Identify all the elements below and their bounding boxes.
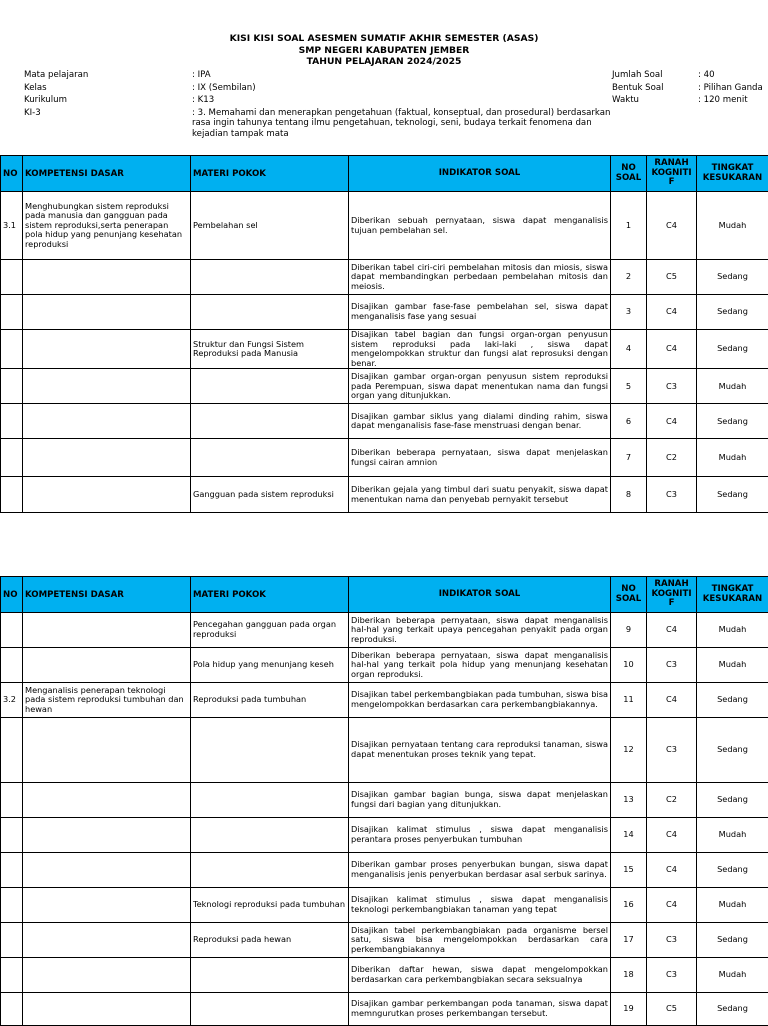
table-row [1, 613, 768, 648]
cell-tingkat: Sedang [697, 683, 768, 718]
cell-tingkat: Sedang [697, 923, 768, 958]
cell-materi: Reproduksi pada hewan [191, 923, 349, 958]
cell-ranah: C4 [647, 888, 697, 923]
cell-ranah: C5 [647, 260, 697, 295]
table-row [1, 718, 768, 783]
cell-no-soal: 17 [611, 923, 647, 958]
cell-kompetensi [23, 818, 191, 853]
cell-kompetensi [23, 330, 191, 369]
meta-label: Kelas [24, 83, 47, 93]
cell-tingkat: Mudah [697, 192, 768, 260]
cell-materi: Teknologi reproduksi pada tumbuhan [191, 888, 349, 923]
cell-ranah: C4 [647, 404, 697, 439]
cell-no [1, 718, 23, 783]
meta-label: Jumlah Soal [612, 70, 663, 80]
cell-materi: Reproduksi pada tumbuhan [191, 683, 349, 718]
cell-no: 3.2 [1, 683, 23, 718]
cell-materi [191, 718, 349, 783]
cell-materi: Pembelahan sel [191, 192, 349, 260]
cell-tingkat: Sedang [697, 783, 768, 818]
table-row [1, 477, 768, 513]
cell-tingkat: Sedang [697, 477, 768, 513]
cell-tingkat: Mudah [697, 648, 768, 683]
meta-value: : 120 menit [698, 95, 748, 105]
meta-value: : 40 [698, 70, 715, 80]
cell-indikator: Disajikan tabel perkembangbiakan pada tumbuhan, siswa bisa mengelompokkan berdasarkan cara perkembangbiakannya. [349, 683, 611, 718]
cell-indikator: Diberikan beberapa pernyataan, siswa dapat menganalisis hal-hal yang terkait pola hidup yang menunjang kesehatan organ reproduksi. [349, 648, 611, 683]
cell-indikator: Disajikan tabel bagian dan fungsi organ-organ penyusun sistem reproduksi pada laki-laki , siswa dapat mengelompokkan struktur dan fungsi alat reprosuksi dengan benar. [349, 330, 611, 369]
meta-value: : IPA [192, 70, 211, 80]
cell-indikator: Disajikan gambar perkembangan poda tanaman, siswa dapat memngurutkan proses perkembangan tersebut. [349, 993, 611, 1026]
cell-ranah: C4 [647, 853, 697, 888]
meta-label: Bentuk Soal [612, 83, 664, 93]
cell-no-soal: 7 [611, 439, 647, 477]
cell-no [1, 853, 23, 888]
cell-no: 3.1 [1, 192, 23, 260]
cell-no [1, 260, 23, 295]
cell-indikator: Diberikan gejala yang timbul dari suatu penyakit, siswa dapat menentukan nama dan penyebab pernyakit tersebut [349, 477, 611, 513]
table-row [1, 330, 768, 369]
cell-materi [191, 369, 349, 404]
cell-no-soal: 1 [611, 192, 647, 260]
cell-kompetensi [23, 923, 191, 958]
column-header-tingkat: TINGKAT KESUKARAN [697, 156, 768, 192]
cell-indikator: Disajikan pernyataan tentang cara reproduksi tanaman, siswa dapat menentukan proses teknik yang tepat. [349, 718, 611, 783]
cell-indikator: Diberikan daftar hewan, siswa dapat mengelompokkan berdasarkan cara perkembangbiakan secara seksualnya [349, 958, 611, 993]
cell-no [1, 369, 23, 404]
cell-tingkat: Mudah [697, 818, 768, 853]
cell-kompetensi [23, 993, 191, 1026]
academic-year: TAHUN PELAJARAN 2024/2025 [0, 56, 768, 68]
cell-tingkat: Mudah [697, 613, 768, 648]
cell-indikator: Disajikan gambar bagian bunga, siswa dapat menjelaskan fungsi dari bagian yang ditunjukkan. [349, 783, 611, 818]
cell-indikator: Disajikan gambar siklus yang dialami dinding rahim, siswa dapat menganalisis fase-fase menstruasi dengan benar. [349, 404, 611, 439]
column-header-materi: MATERI POKOK [191, 577, 349, 613]
kisi-table-2 [0, 576, 768, 1026]
cell-ranah: C3 [647, 718, 697, 783]
meta-label: KI-3 [24, 108, 41, 118]
table-header-row [1, 156, 768, 192]
cell-materi: Pola hidup yang menunjang keseh [191, 648, 349, 683]
meta-label: Kurikulum [24, 95, 67, 105]
column-header-no-soal: NO SOAL [611, 156, 647, 192]
cell-no-soal: 2 [611, 260, 647, 295]
cell-kompetensi [23, 477, 191, 513]
cell-kompetensi [23, 888, 191, 923]
cell-no [1, 958, 23, 993]
table-row [1, 439, 768, 477]
cell-ranah: C4 [647, 683, 697, 718]
cell-no-soal: 5 [611, 369, 647, 404]
cell-kompetensi [23, 718, 191, 783]
cell-no [1, 783, 23, 818]
cell-tingkat: Sedang [697, 718, 768, 783]
cell-tingkat: Sedang [697, 853, 768, 888]
table-row [1, 683, 768, 718]
cell-no-soal: 13 [611, 783, 647, 818]
cell-indikator: Diberikan tabel ciri-ciri pembelahan mitosis dan miosis, siswa dapat membandingkan perbedaan pembelahan mitosis dan meiosis. [349, 260, 611, 295]
cell-tingkat: Mudah [697, 958, 768, 993]
cell-kompetensi [23, 260, 191, 295]
cell-materi [191, 260, 349, 295]
column-header-no: NO [1, 577, 23, 613]
cell-no-soal: 15 [611, 853, 647, 888]
column-header-indikator: INDIKATOR SOAL [349, 156, 611, 192]
cell-kompetensi [23, 853, 191, 888]
column-header-tingkat: TINGKAT KESUKARAN [697, 577, 768, 613]
cell-ranah: C4 [647, 818, 697, 853]
cell-materi [191, 783, 349, 818]
cell-tingkat: Sedang [697, 260, 768, 295]
cell-no-soal: 4 [611, 330, 647, 369]
table-row [1, 295, 768, 330]
cell-materi [191, 993, 349, 1026]
cell-ranah: C4 [647, 295, 697, 330]
cell-indikator: Diberikan beberapa pernyataan, siswa dapat menganalisis hal-hal yang terkait upaya pencegahan penyakit pada organ reproduksi. [349, 613, 611, 648]
cell-kompetensi: Menganalisis penerapan teknologi pada sistem reproduksi tumbuhan dan hewan [23, 683, 191, 718]
cell-no [1, 295, 23, 330]
cell-materi [191, 818, 349, 853]
cell-kompetensi [23, 613, 191, 648]
cell-no-soal: 9 [611, 613, 647, 648]
cell-indikator: Disajikan kalimat stimulus , siswa dapat menganalisis perantara proses penyerbukan tumbuhan [349, 818, 611, 853]
meta-value: : K13 [192, 95, 214, 105]
table-header-row [1, 577, 768, 613]
document-title-block [0, 33, 768, 68]
cell-no-soal: 6 [611, 404, 647, 439]
cell-ranah: C2 [647, 783, 697, 818]
cell-materi [191, 853, 349, 888]
table-row [1, 404, 768, 439]
cell-ranah: C3 [647, 648, 697, 683]
cell-kompetensi [23, 404, 191, 439]
cell-materi: Pencegahan gangguan pada organ reproduksi [191, 613, 349, 648]
table-row [1, 783, 768, 818]
cell-materi: Gangguan pada sistem reproduksi [191, 477, 349, 513]
cell-indikator: Diberikan sebuah pernyataan, siswa dapat menganalisis tujuan pembelahan sel. [349, 192, 611, 260]
table-row [1, 853, 768, 888]
cell-no-soal: 19 [611, 993, 647, 1026]
cell-no-soal: 14 [611, 818, 647, 853]
cell-no [1, 818, 23, 853]
column-header-kompetensi: KOMPETENSI DASAR [23, 156, 191, 192]
cell-no-soal: 11 [611, 683, 647, 718]
cell-indikator: Disajikan gambar fase-fase pembelahan sel, siswa dapat menganalisis fase yang sesuai [349, 295, 611, 330]
cell-no [1, 923, 23, 958]
cell-ranah: C4 [647, 613, 697, 648]
cell-materi [191, 958, 349, 993]
meta-value: : 3. Memahami dan menerapkan pengetahuan (faktual, konseptual, dan prosedural) berdasarkan rasa ingin tahunya tentang ilmu pengetahuan, teknologi, seni, budaya terkait fenomena dan kejadian tampak mata [192, 108, 612, 140]
column-header-indikator: INDIKATOR SOAL [349, 577, 611, 613]
table-row [1, 648, 768, 683]
cell-materi [191, 295, 349, 330]
cell-tingkat: Sedang [697, 404, 768, 439]
cell-tingkat: Sedang [697, 993, 768, 1026]
cell-tingkat: Sedang [697, 330, 768, 369]
column-header-no-soal: NO SOAL [611, 577, 647, 613]
cell-no [1, 648, 23, 683]
cell-kompetensi [23, 783, 191, 818]
cell-ranah: C4 [647, 330, 697, 369]
cell-indikator: Diberikan beberapa pernyataan, siswa dapat menjelaskan fungsi cairan amnion [349, 439, 611, 477]
meta-value: : IX (Sembilan) [192, 83, 256, 93]
cell-kompetensi [23, 369, 191, 404]
cell-no [1, 477, 23, 513]
table-row [1, 260, 768, 295]
column-header-ranah: RANAH KOGNITI F [647, 156, 697, 192]
cell-indikator: Diberikan gambar proses penyerbukan bungan, siswa dapat menganalisis jenis penyerbukan berdasar asal serbuk sarinya. [349, 853, 611, 888]
cell-materi [191, 404, 349, 439]
cell-ranah: C3 [647, 477, 697, 513]
cell-ranah: C3 [647, 923, 697, 958]
cell-materi: Struktur dan Fungsi Sistem Reproduksi pada Manusia [191, 330, 349, 369]
column-header-ranah: RANAH KOGNITI F [647, 577, 697, 613]
cell-no [1, 888, 23, 923]
table-row [1, 192, 768, 260]
document-title: KISI KISI SOAL ASESMEN SUMATIF AKHIR SEMESTER (ASAS) [0, 33, 768, 45]
cell-ranah: C5 [647, 993, 697, 1026]
cell-ranah: C3 [647, 369, 697, 404]
cell-materi [191, 439, 349, 477]
column-header-kompetensi: KOMPETENSI DASAR [23, 577, 191, 613]
table-row [1, 923, 768, 958]
table-row [1, 369, 768, 404]
cell-tingkat: Mudah [697, 888, 768, 923]
column-header-no: NO [1, 156, 23, 192]
table-row [1, 888, 768, 923]
table-row [1, 958, 768, 993]
cell-no [1, 404, 23, 439]
column-header-materi: MATERI POKOK [191, 156, 349, 192]
cell-no [1, 439, 23, 477]
cell-kompetensi [23, 295, 191, 330]
meta-label: Mata pelajaran [24, 70, 88, 80]
cell-no [1, 330, 23, 369]
cell-no-soal: 3 [611, 295, 647, 330]
cell-indikator: Disajikan tabel perkembangbiakan pada organisme bersel satu, siswa bisa mengelompokkan berdasarkan cara perkembangbiakannya [349, 923, 611, 958]
cell-kompetensi [23, 648, 191, 683]
cell-no-soal: 18 [611, 958, 647, 993]
cell-no-soal: 8 [611, 477, 647, 513]
cell-no-soal: 16 [611, 888, 647, 923]
cell-indikator: Disajikan kalimat stimulus , siswa dapat menganalisis teknologi perkembangbiakan tanaman yang tepat [349, 888, 611, 923]
cell-kompetensi: Menghubungkan sistem reproduksi pada manusia dan gangguan pada sistem reproduksi,serta penerapan pola hidup yang penunjang kesehatan reproduksi [23, 192, 191, 260]
cell-tingkat: Mudah [697, 439, 768, 477]
table-row [1, 993, 768, 1026]
table-row [1, 818, 768, 853]
cell-no [1, 993, 23, 1026]
cell-no-soal: 12 [611, 718, 647, 783]
kisi-table-1 [0, 155, 768, 513]
meta-value: : Pilihan Ganda [698, 83, 763, 93]
cell-kompetensi [23, 439, 191, 477]
cell-no-soal: 10 [611, 648, 647, 683]
cell-ranah: C4 [647, 192, 697, 260]
cell-tingkat: Mudah [697, 369, 768, 404]
school-name: SMP NEGERI KABUPATEN JEMBER [0, 45, 768, 57]
cell-ranah: C2 [647, 439, 697, 477]
cell-kompetensi [23, 958, 191, 993]
cell-tingkat: Sedang [697, 295, 768, 330]
cell-no [1, 613, 23, 648]
cell-indikator: Disajikan gambar organ-organ penyusun sistem reproduksi pada Perempuan, siswa dapat menentukan nama dan fungsi organ yang ditunjukkan. [349, 369, 611, 404]
meta-label: Waktu [612, 95, 639, 105]
cell-ranah: C3 [647, 958, 697, 993]
